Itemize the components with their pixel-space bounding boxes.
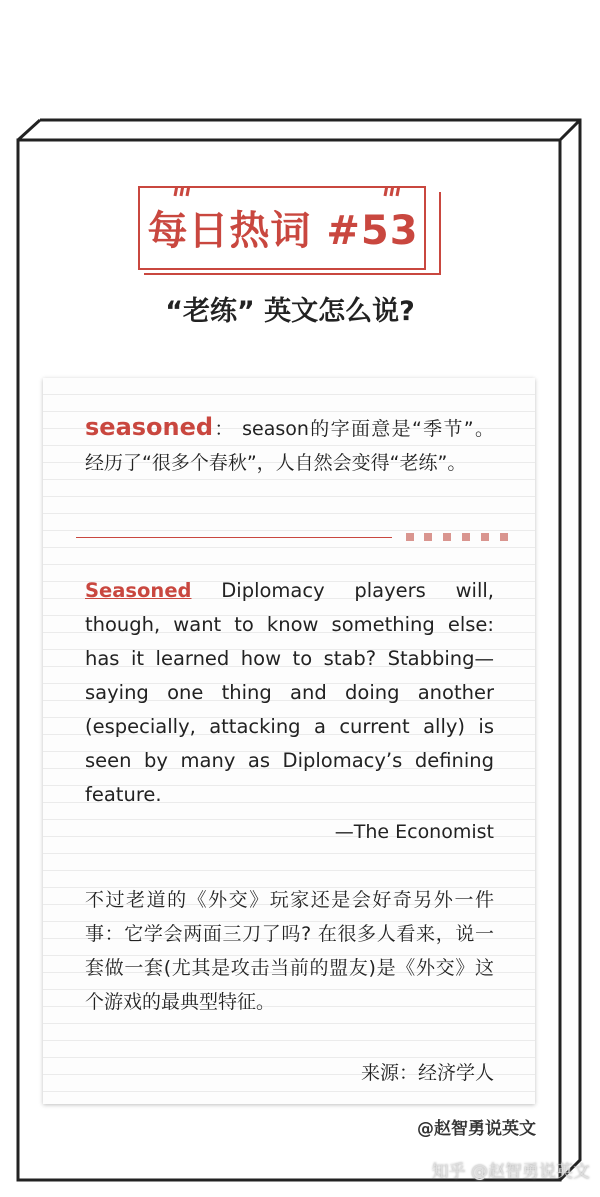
brand-handle: @赵智勇说英文	[417, 1119, 536, 1139]
example-source: —The Economist	[334, 821, 494, 843]
divider-dot	[500, 533, 508, 541]
example-text: Diplomacy players will, though, want to know something else: has it learned how to stab? Stabbing—saying one thing and doing another (especially, attacking a current ally) is seen by many as Diplomacy’s defining feature.	[85, 579, 494, 806]
definition-paragraph	[85, 410, 494, 480]
page-subtitle: “老练” 英文怎么说?	[165, 296, 415, 327]
definition-separator: ：	[213, 418, 235, 440]
divider-dot	[462, 533, 470, 541]
page-title: 每日热词 #53	[147, 208, 419, 254]
translation-source: 来源：经济学人	[360, 1062, 494, 1084]
definition-keyword: seasoned	[85, 413, 214, 441]
definition-text: season的字面意是“季节”。经历了“很多个春秋”，人自然会变得“老练”。	[85, 418, 494, 474]
section-divider	[76, 537, 392, 538]
divider-dot	[443, 533, 451, 541]
translation-paragraph: 不过老道的《外交》玩家还是会好奇另外一件事：它学会两面三刀了吗? 在很多人看来，说一套做一套(尤其是攻击当前的盟友)是《外交》这个游戏的最典型特征。	[85, 889, 494, 1013]
divider-dot	[406, 533, 414, 541]
divider-dot	[481, 533, 489, 541]
watermark: 知乎 @赵智勇说英文	[431, 1162, 590, 1182]
example-keyword: Seasoned	[85, 579, 192, 602]
divider-dot	[424, 533, 432, 541]
example-paragraph	[85, 574, 494, 812]
